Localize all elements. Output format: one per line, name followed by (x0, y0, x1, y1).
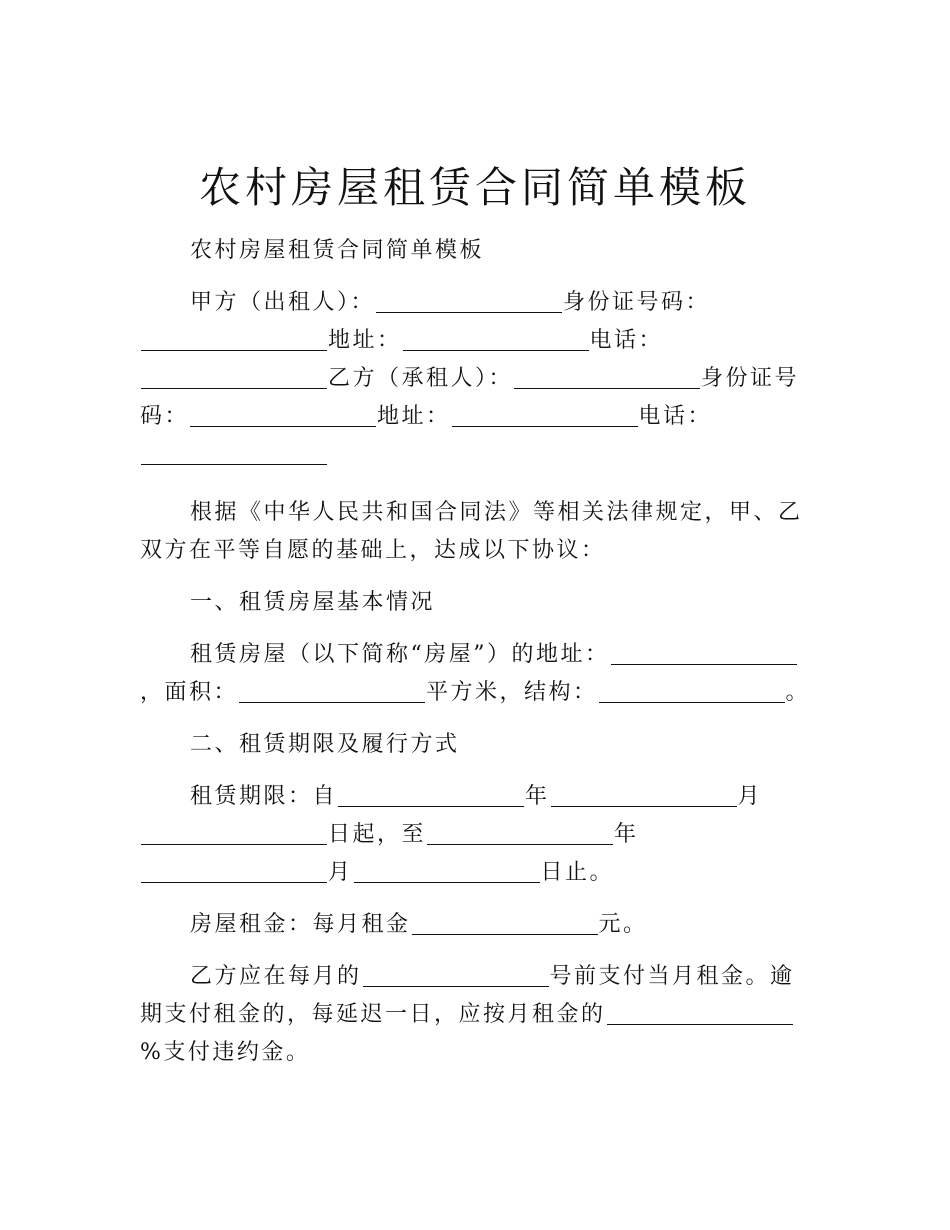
rent-label: 房屋租金：每月租金 (190, 912, 411, 937)
party-a-phone-label: 电话： (589, 328, 664, 353)
party-b-phone-label: 电话： (638, 404, 713, 429)
house-address-label: 租赁房屋（以下简称“房屋”）的地址： (190, 642, 610, 667)
area-label: ，面积： (140, 680, 239, 705)
party-b-name-blank (514, 364, 700, 389)
pay-label-2: 号前支付当月租金。逾期支付租金的，每延迟一日，应按月租金的 (140, 964, 795, 1027)
start-year-blank (338, 782, 524, 807)
end-month-blank (141, 858, 327, 883)
party-b-phone-blank (141, 440, 327, 465)
party-a-phone-blank (141, 364, 327, 389)
section1-heading: 一、租赁房屋基本情况 (190, 590, 436, 615)
subtitle: 农村房屋租赁合同简单模板 (190, 238, 485, 263)
year-label-2: 年 (614, 822, 639, 847)
document-body (140, 232, 812, 1086)
end-year-blank (427, 820, 613, 845)
area-blank (239, 678, 425, 703)
structure-label: 平方米，结构： (426, 680, 598, 705)
party-b-address-blank (452, 402, 638, 427)
party-a-id-label: 身份证号码： (563, 290, 711, 315)
party-b-label: 乙方（承租人）： (328, 366, 514, 391)
section2-heading: 二、租赁期限及履行方式 (190, 732, 460, 757)
parties-paragraph (140, 284, 812, 474)
party-a-id-blank (141, 326, 327, 351)
party-a-address-blank (403, 326, 589, 351)
party-a-address-label: 地址： (328, 328, 402, 353)
party-b-id-label-1: 身份证号 (701, 366, 800, 391)
month-label-1: 月 (737, 784, 763, 809)
end-mark: 。 (785, 680, 811, 705)
section1-paragraph (140, 636, 812, 712)
pay-day-blank (363, 962, 549, 987)
payment-paragraph (140, 958, 812, 1072)
end-day-blank (354, 858, 540, 883)
party-b-id-blank (190, 402, 376, 427)
house-address-blank (611, 640, 797, 665)
party-b-address-label: 地址： (377, 404, 451, 429)
rent-blank (412, 910, 598, 935)
year-label-1: 年 (525, 784, 550, 809)
term-label: 租赁期限：自 (190, 784, 338, 809)
day-to-label: 日止。 (540, 860, 615, 885)
party-a-label: 甲方（出租人）： (190, 290, 376, 315)
rent-paragraph (140, 906, 812, 944)
document-title: 农村房屋租赁合同简单模板 (198, 163, 751, 212)
start-day-blank (141, 820, 327, 845)
term-paragraph (140, 778, 812, 892)
day-from-label: 日起，至 (328, 822, 427, 847)
pay-label-3: %支付违约金。 (140, 1040, 311, 1065)
subtitle-paragraph (140, 232, 812, 270)
yuan-label: 元。 (598, 912, 648, 937)
party-b-id-label-2: 码： (140, 404, 190, 429)
start-month-blank (551, 782, 737, 807)
structure-blank (599, 678, 785, 703)
pay-label-1: 乙方应在每月的 (190, 964, 362, 989)
penalty-rate-blank (607, 1000, 793, 1025)
party-a-name-blank (376, 288, 562, 313)
month-label-2: 月 (328, 860, 353, 885)
preamble-paragraph: 根据《中华人民共和国合同法》等相关法律规定，甲、乙双方在平等自愿的基础上，达成以下协议： (140, 500, 803, 563)
